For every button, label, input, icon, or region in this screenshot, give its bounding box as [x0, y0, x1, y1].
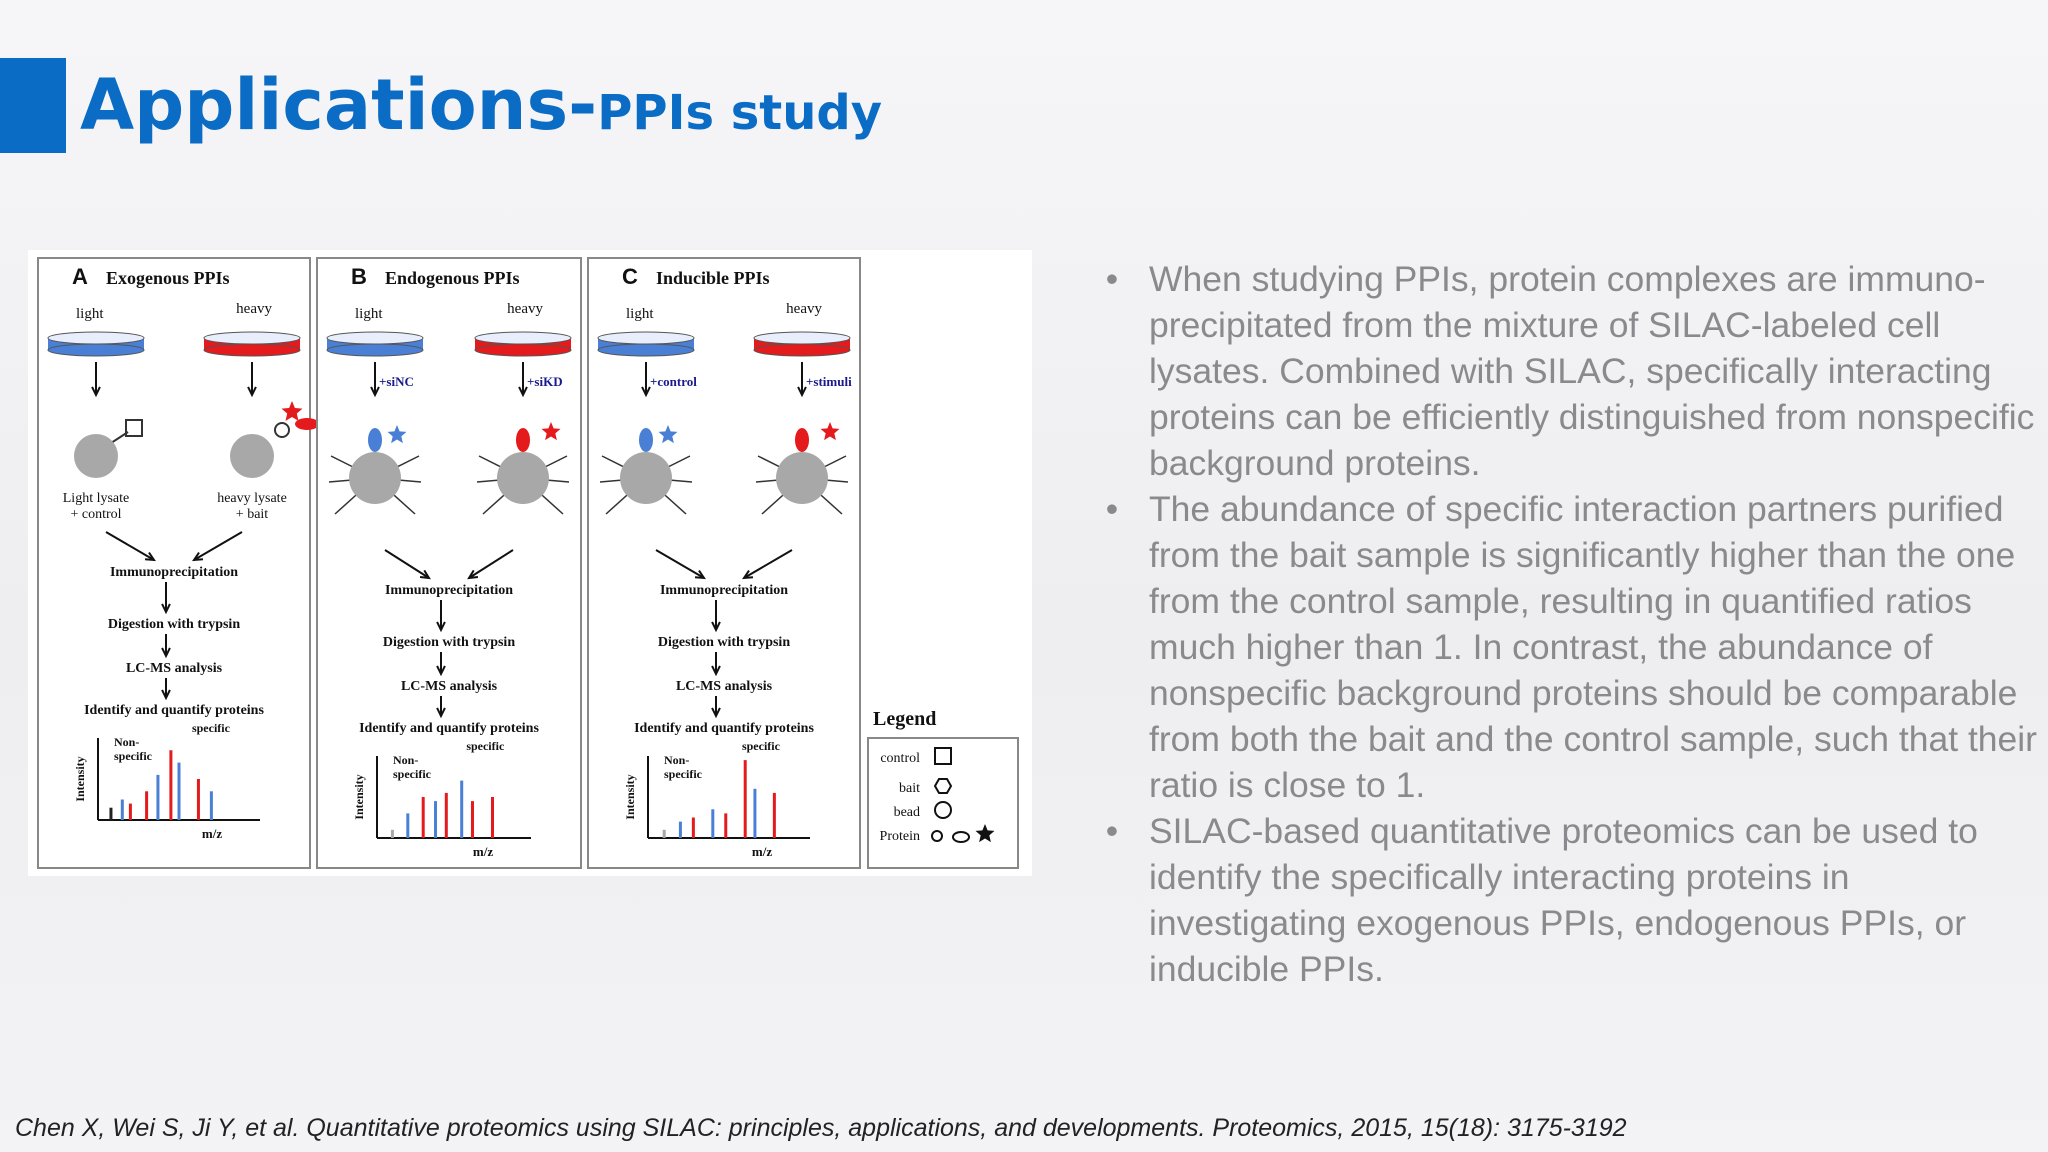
- protein-blob-heavy-icon: [795, 428, 809, 452]
- title-accent-bar: [0, 58, 66, 153]
- panel-letter: A: [72, 264, 88, 289]
- slide-title-sub: PPIs study: [597, 85, 883, 141]
- protein-blob-light-icon: [368, 428, 382, 452]
- dish-label-light: light: [626, 306, 654, 322]
- legend-title: Legend: [873, 708, 937, 730]
- legend-label: control: [880, 751, 920, 766]
- dish-base: [327, 344, 423, 356]
- panel-heading: Endogenous PPIs: [385, 268, 520, 288]
- treatment-label-light: +control: [650, 374, 697, 389]
- spectrum-x-label: m/z: [472, 844, 494, 859]
- specific-label: specific: [466, 739, 505, 753]
- specific-protein-icon: [295, 418, 319, 430]
- dish-base: [48, 344, 144, 356]
- nonspecific-label: specific: [664, 767, 702, 781]
- protein-blob-heavy-icon: [516, 428, 530, 452]
- workflow-step: Immunoprecipitation: [384, 583, 514, 598]
- workflow-step: Immunoprecipitation: [109, 565, 239, 580]
- panel-letter: C: [622, 264, 638, 289]
- dish-label-heavy: heavy: [236, 301, 272, 317]
- dish-heavy: [475, 332, 571, 356]
- bullet-dot-icon: •: [1105, 259, 1119, 299]
- spectrum-y-label: Intensity: [73, 756, 87, 802]
- specific-label: specific: [191, 721, 230, 735]
- bead-circle: [230, 434, 274, 478]
- lysate-label-heavy: heavy lysate: [217, 491, 287, 506]
- bullet-item: [1098, 486, 2038, 808]
- spectrum-y-label: Intensity: [352, 774, 366, 820]
- dish-rim: [48, 332, 144, 344]
- treatment-label-light: +siNC: [379, 374, 414, 389]
- workflow-step: LC-MS analysis: [400, 679, 498, 694]
- nonspecific-label: Non-: [664, 753, 690, 767]
- bead-heavy: [230, 434, 274, 478]
- legend-label: bead: [893, 805, 920, 820]
- dish-label-light: light: [76, 306, 104, 322]
- nonspecific-label: Non-: [114, 735, 140, 749]
- bead-circle: [497, 452, 549, 504]
- workflow-step: Digestion with trypsin: [382, 635, 516, 650]
- dish-rim: [327, 332, 423, 344]
- legend-label: bait: [899, 781, 920, 796]
- dish-base: [475, 344, 571, 356]
- nonspecific-label: specific: [393, 767, 431, 781]
- lysate-label-light: Light lysate: [62, 491, 130, 506]
- dish-rim: [204, 332, 300, 344]
- dish-heavy: [754, 332, 850, 356]
- bullet-text: When studying PPIs, protein complexes are immuno-precipitated from the mixture of SILAC-labeled cell lysates. Combined with SILAC, specifically interacting proteins can be efficiently distinguished from nonspecific background proteins.: [1149, 259, 2035, 483]
- workflow-step: Identify and quantify proteins: [634, 721, 814, 736]
- dish-label-heavy: heavy: [507, 301, 543, 317]
- dish-rim: [754, 332, 850, 344]
- protein-blob-light-icon: [639, 428, 653, 452]
- dish-light: [598, 332, 694, 356]
- spectrum-x-label: m/z: [751, 844, 773, 859]
- dish-base: [598, 344, 694, 356]
- lysate-label-heavy: + bait: [235, 507, 269, 522]
- workflow-step: Digestion with trypsin: [107, 617, 241, 632]
- bead-circle: [74, 434, 118, 478]
- treatment-label-heavy: +siKD: [527, 374, 563, 389]
- workflow-step: Digestion with trypsin: [657, 635, 791, 650]
- legend-label: Protein: [879, 829, 920, 844]
- bullet-item: [1098, 808, 2038, 992]
- panel-heading: Inducible PPIs: [656, 268, 770, 288]
- slide-title: [80, 58, 882, 153]
- panel-heading: Exogenous PPIs: [106, 268, 230, 288]
- nonspecific-label: specific: [114, 749, 152, 763]
- nonspecific-label: Non-: [393, 753, 419, 767]
- spectrum-y-label: Intensity: [623, 774, 637, 820]
- figure-legend: [868, 708, 1018, 868]
- silac-ppi-figure: [28, 250, 1032, 876]
- panel-letter: B: [351, 264, 367, 289]
- lysate-label-light: + control: [70, 507, 122, 522]
- workflow-step: Identify and quantify proteins: [359, 721, 539, 736]
- slide-title-main: Applications-: [80, 64, 598, 146]
- bullet-dot-icon: •: [1105, 811, 1119, 851]
- bullet-list: [1098, 256, 2038, 992]
- dish-heavy: [204, 332, 300, 356]
- bullet-dot-icon: •: [1105, 489, 1119, 529]
- specific-label: specific: [741, 739, 780, 753]
- bead-circle: [620, 452, 672, 504]
- bullet-item: [1098, 256, 2038, 486]
- dish-rim: [598, 332, 694, 344]
- treatment-label-heavy: +stimuli: [806, 374, 852, 389]
- bead-circle: [776, 452, 828, 504]
- dish-rim: [475, 332, 571, 344]
- spectrum-x-label: m/z: [201, 826, 223, 841]
- bullet-text: SILAC-based quantitative proteomics can be used to identify the specifically interacting proteins in investigating exogenous PPIs, endogenous PPIs, or inducible PPIs.: [1149, 811, 1978, 989]
- workflow-step: Immunoprecipitation: [659, 583, 789, 598]
- dish-light: [327, 332, 423, 356]
- dish-base: [204, 344, 300, 356]
- bead-light: [74, 434, 118, 478]
- dish-label-heavy: heavy: [786, 301, 822, 317]
- citation: Chen X, Wei S, Ji Y, et al. Quantitative proteomics using SILAC: principles, applications, and developments. Proteomics, 2015, 15(18): 3175-3192: [15, 1114, 1627, 1142]
- workflow-step: Identify and quantify proteins: [84, 703, 264, 718]
- bullet-text: The abundance of specific interaction partners purified from the bait sample is significantly higher than the one from the control sample, resulting in quantified ratios much higher than 1. In contrast, the abundance of nonspecific background proteins should be comparable from both the bait and the control sample, such that their ratio is close to 1.: [1149, 489, 2038, 805]
- dish-base: [754, 344, 850, 356]
- dish-light: [48, 332, 144, 356]
- dish-label-light: light: [355, 306, 383, 322]
- workflow-step: LC-MS analysis: [675, 679, 773, 694]
- bead-circle: [349, 452, 401, 504]
- workflow-step: LC-MS analysis: [125, 661, 223, 676]
